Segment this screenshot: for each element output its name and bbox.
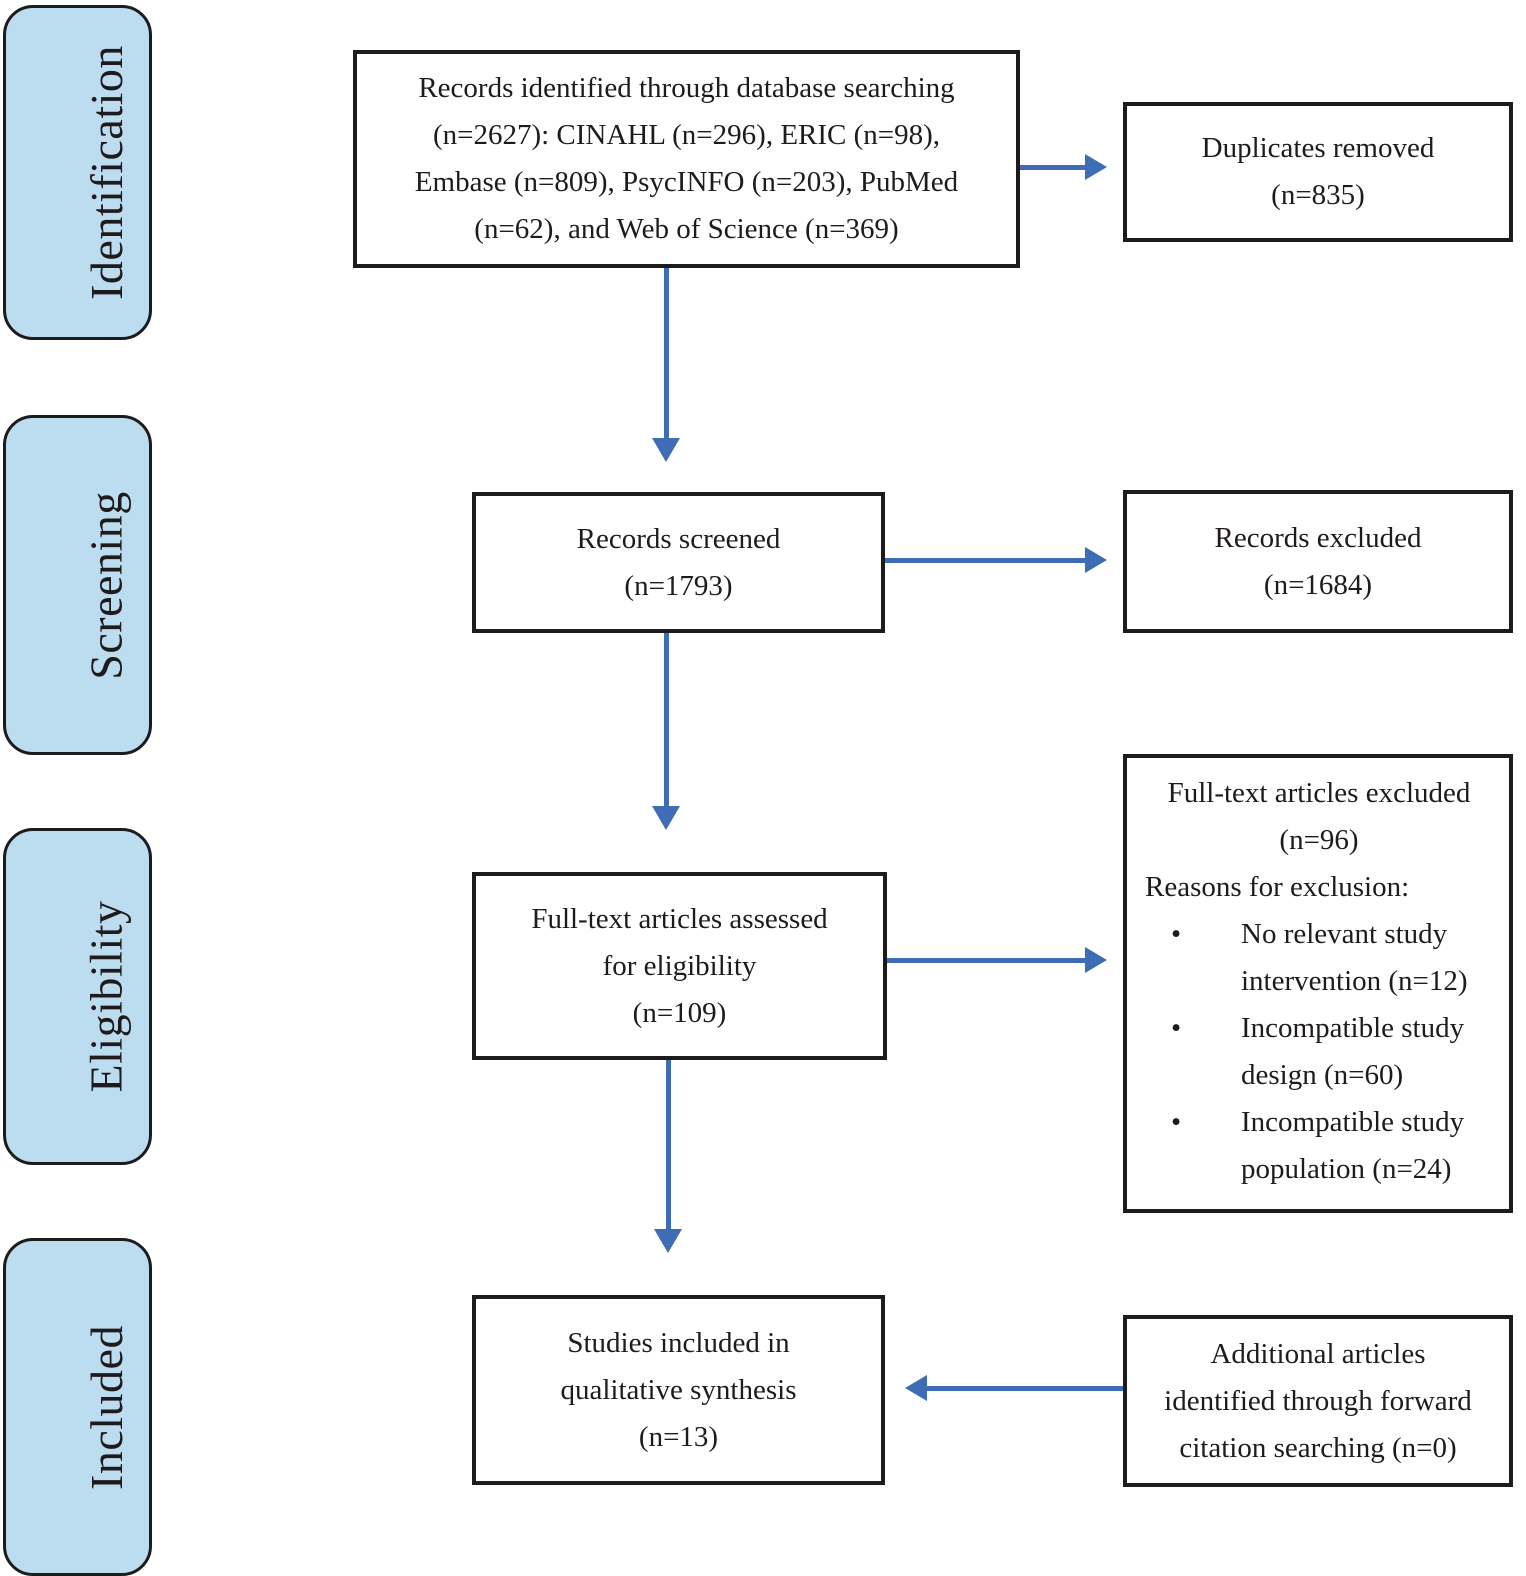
arrow-assessed-to-fulltext-excluded [887,947,1107,973]
arrow-head-icon [1085,547,1107,573]
stage-included [3,1238,152,1576]
stage-identification-label: Identification [81,45,133,300]
arrow-shaft [887,958,1085,963]
arrow-screened-to-assessed [652,633,680,830]
arrow-head-icon [652,806,680,830]
stage-identification [3,5,152,340]
arrow-identified-to-screened [652,268,680,462]
exclusion-reasons-list [1145,911,1493,1193]
box-text-line: qualitative synthesis [560,1373,797,1406]
arrow-shaft [664,268,669,438]
box-text-line: Duplicates removed [1201,132,1435,164]
stage-eligibility [3,828,152,1165]
arrow-shaft [1020,165,1085,170]
box-text-line: Records excluded [1214,521,1422,554]
box-text-line: No relevant study intervention (n=12) [1241,918,1468,997]
box-records-identified [353,50,1020,268]
stage-included-label: Included [81,1324,132,1490]
box-additional-articles [1123,1315,1513,1487]
arrow-shaft [927,1386,1123,1391]
exclusion-reason-item [1145,1005,1493,1099]
exclusion-reason-item [1145,911,1493,1005]
arrow-head-icon [1085,947,1107,973]
arrow-additional-to-included [905,1375,1123,1401]
box-text-line: (n=96) [1279,824,1359,856]
box-text-line: Full-text articles excluded [1167,777,1471,809]
box-records-excluded [1123,490,1513,633]
stage-screening [3,415,152,755]
box-text-line: Embase (n=809), PsycINFO (n=203), PubMed [414,166,959,198]
arrow-head-icon [905,1375,927,1401]
box-text-line: Records identified through database searching [418,72,955,104]
box-studies-included [472,1295,885,1485]
box-fulltext-excluded [1123,754,1513,1213]
arrow-shaft [885,558,1085,563]
fulltext-excluded-title [1145,770,1493,864]
box-text-line: (n=62), and Web of Science (n=369) [474,213,899,245]
box-text-line: (n=1684) [1263,568,1373,601]
box-text-line: Full-text articles assessed [531,902,828,935]
box-records-screened [472,492,885,633]
box-text-line: (n=109) [632,996,727,1029]
box-text-line: (n=1793) [624,569,733,602]
box-text-line: for eligibility [602,949,757,982]
arrow-head-icon [652,438,680,462]
box-text-line: (n=13) [638,1420,719,1453]
stage-eligibility-label: Eligibility [81,900,132,1093]
arrow-assessed-to-included [654,1060,682,1253]
stage-screening-label: Screening [81,490,132,680]
box-text-line: Incompatible study design (n=60) [1241,1012,1465,1091]
box-text-line: (n=2627): CINAHL (n=296), ERIC (n=98), [432,119,941,151]
reasons-heading: Reasons for exclusion: [1145,871,1410,903]
arrow-identified-to-duplicates [1020,154,1107,180]
arrow-head-icon [654,1229,682,1253]
arrow-head-icon [1085,154,1107,180]
box-text-line: Additional articles [1210,1337,1426,1370]
box-text-line: Studies included in [567,1326,790,1359]
box-text-line: Records screened [576,522,781,555]
box-text-line: Incompatible study population (n=24) [1241,1106,1465,1185]
arrow-shaft [666,1060,671,1229]
arrow-shaft [664,633,669,806]
box-text-line: (n=835) [1271,179,1365,211]
exclusion-reason-item [1145,1099,1493,1193]
arrow-screened-to-excluded [885,547,1107,573]
box-text-line: identified through forward [1164,1384,1472,1417]
box-fulltext-assessed [472,872,887,1060]
box-text-line: citation searching (n=0) [1179,1431,1457,1464]
box-duplicates-removed [1123,102,1513,242]
